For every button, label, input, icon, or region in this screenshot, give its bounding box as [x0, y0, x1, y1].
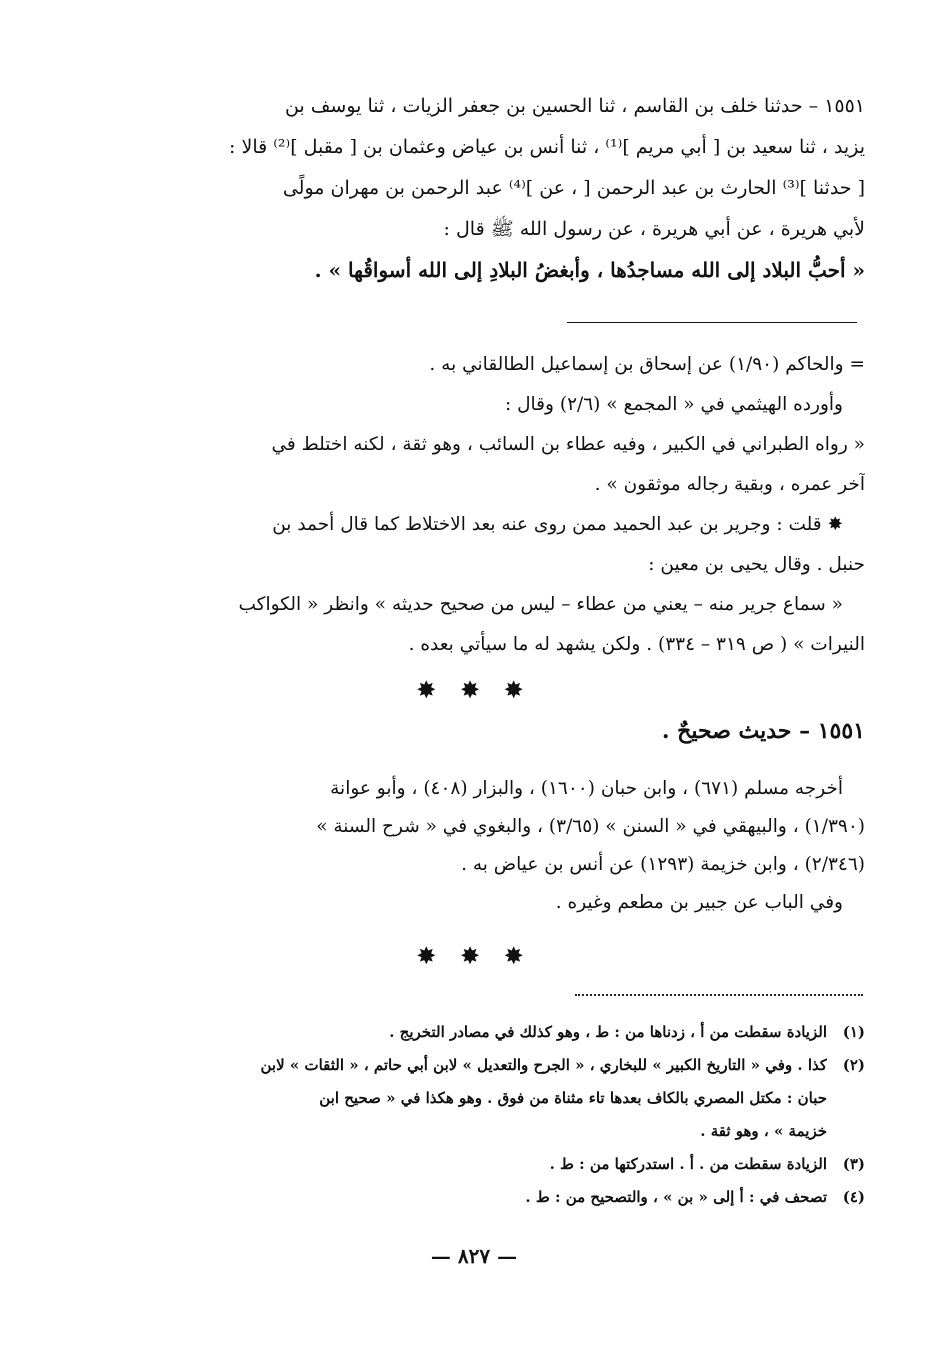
- takhrij-heading: ١٥٥١ – حديث صحيحٌ .: [661, 718, 865, 744]
- note-line: حنبل . وقال يحيى بن معين :: [648, 554, 865, 575]
- footnote-text: خزيمة » ، وهو ثقة .: [700, 1122, 827, 1140]
- takhrij-line: (١/٣٩٠) ، والبيهقي في « السنن » (٣/٦٥) ، والبغوي في « شرح السنة »: [316, 816, 865, 837]
- footnote: [165, 1148, 865, 1181]
- star-separator-icon: ✸ ✸ ✸: [416, 942, 532, 970]
- hadith-line: [ حدثنا ]⁽³⁾ الحارث بن عبد الرحمن [ ، عن ]⁽⁴⁾ عبد الرحمن بن مهران مولًى: [282, 177, 865, 199]
- note-line: = والحاكم (١/٩٠) عن إسحاق بن إسماعيل الطالقاني به .: [429, 354, 865, 375]
- footnote-text: حبان : مكتل المصري بالكاف بعدها تاء مثناة من فوق . وهو هكذا في « صحيح ابن: [319, 1089, 827, 1107]
- footnote-number: (٤): [842, 1188, 865, 1206]
- hadith-text: [165, 86, 865, 291]
- note-line: النيرات » ( ص ٣١٩ – ٣٣٤) . ولكن يشهد له ما سيأتي بعده .: [408, 634, 865, 655]
- footnote-number: (١): [842, 1023, 865, 1041]
- takhrij-line: أخرجه مسلم (٦٧١) ، وابن حبان (١٦٠٠) ، والبزار (٤٠٨) ، وأبو عوانة: [330, 778, 843, 799]
- note-line: ✸ قلت : وجرير بن عبد الحميد ممن روى عنه بعد الاختلاط كما قال أحمد بن: [272, 514, 843, 535]
- takhrij-line: وفي الباب عن جبير بن مطعم وغيره .: [555, 892, 843, 913]
- footnotes: [165, 1016, 865, 1214]
- footnote-divider: [575, 994, 863, 996]
- footnote-number: (٣): [842, 1155, 865, 1173]
- star-separator-icon: ✸ ✸ ✸: [416, 676, 532, 704]
- continued-notes: [165, 345, 865, 665]
- page-number: — ٨٢٧ —: [430, 1244, 518, 1268]
- footnote-number: (٢): [842, 1056, 865, 1074]
- section-divider: [567, 322, 857, 323]
- footnote-text: كذا . وفي « التاريخ الكبير » للبخاري ، « الجرح والتعديل » لابن أبي حاتم ، « الثقات » لابن: [260, 1056, 827, 1074]
- takhrij-text: [165, 770, 865, 922]
- hadith-line: يزيد ، ثنا سعيد بن [ أبي مريم ]⁽¹⁾ ، ثنا أنس بن عياض وعثمان بن [ مقبل ]⁽²⁾ قالا :: [229, 136, 865, 158]
- note-line: « سماع جرير منه – يعني من عطاء – ليس من صحيح حديثه » وانظر « الكواكب: [238, 594, 843, 615]
- footnote: [165, 1181, 865, 1214]
- footnote: [165, 1016, 865, 1049]
- note-line: وأورده الهيثمي في « المجمع » (٢/٦) وقال :: [504, 394, 843, 415]
- hadith-matn: « أحبُّ البلاد إلى الله مساجدُها ، وأبغضُ البلادِ إلى الله أسواقُها » .: [314, 258, 865, 282]
- hadith-line: لأبي هريرة ، عن أبي هريرة ، عن رسول الله ﷺ قال :: [443, 218, 865, 240]
- footnote-text: الزيادة سقطت من أ ، زدناها من : ط ، وهو كذلك في مصادر التخريج .: [389, 1023, 827, 1041]
- footnote-text: تصحف في : أ إلى « بن » ، والتصحيح من : ط .: [525, 1188, 827, 1206]
- note-line: « رواه الطبراني في الكبير ، وفيه عطاء بن السائب ، وهو ثقة ، لكنه اختلط في: [271, 434, 865, 455]
- footnote: [165, 1049, 865, 1148]
- hadith-line: ١٥٥١ – حدثنا خلف بن القاسم ، ثنا الحسين بن جعفر الزيات ، ثنا يوسف بن: [284, 95, 865, 117]
- note-line: آخر عمره ، وبقية رجاله موثقون » .: [594, 474, 865, 495]
- takhrij-line: (٢/٣٤٦) ، وابن خزيمة (١٢٩٣) عن أنس بن عياض به .: [461, 854, 865, 875]
- footnote-text: الزيادة سقطت من . أ . استدركتها من : ط .: [549, 1155, 827, 1173]
